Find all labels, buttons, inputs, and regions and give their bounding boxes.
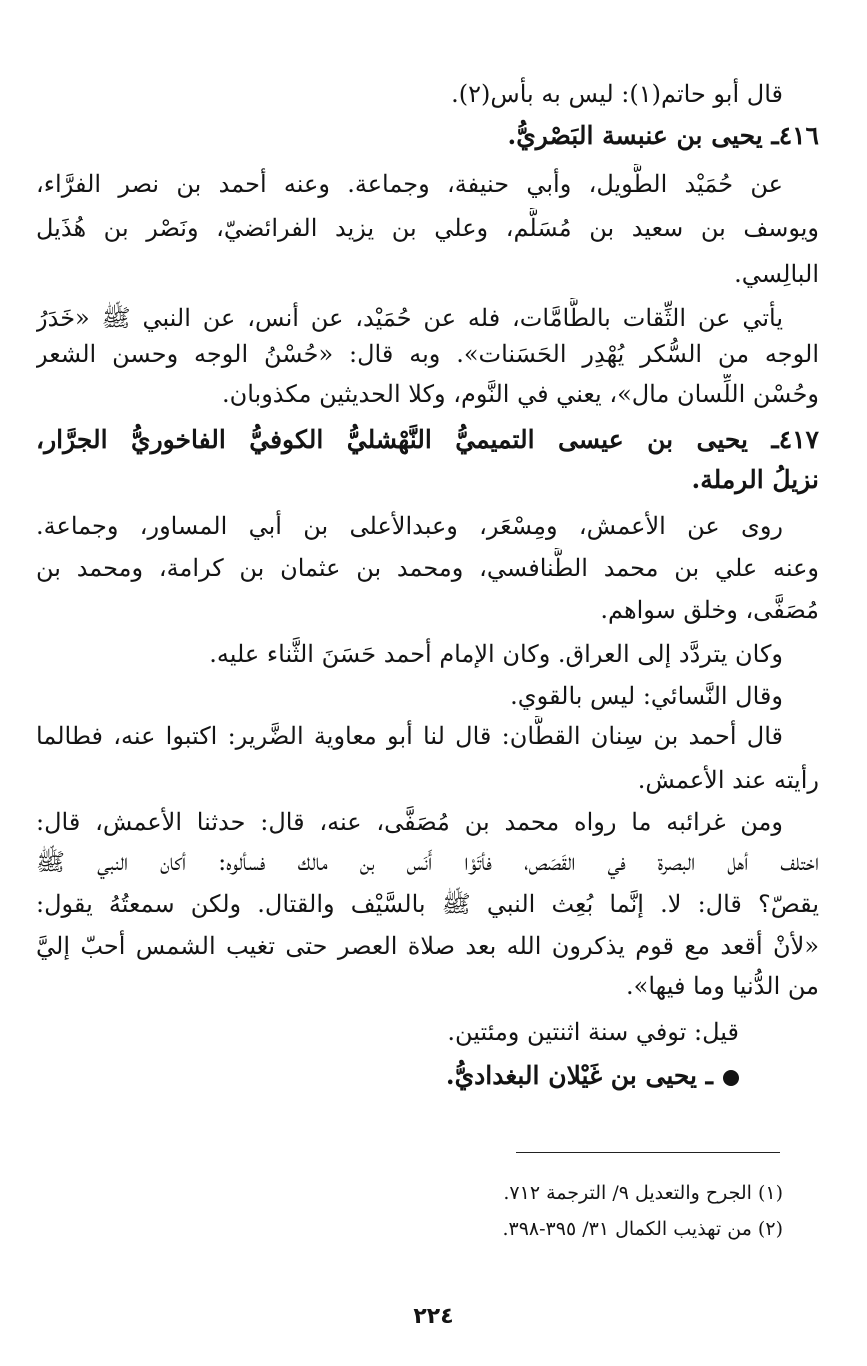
cross-ref-text: ـ يحيى بن غَيْلان البغداديُّ.: [445, 1061, 713, 1090]
text-line: يقصّ؟ قال: لا. إنَّما بُعِث النبي ﷺ بالسَّيْف والقتال. ولكن سمعتُهُ يقول:: [36, 890, 819, 918]
text-line: قال أحمد بن سِنان القطَّان: قال لنا أبو معاوية الضَّرير: اكتبوا عنه، فطالما: [36, 722, 783, 750]
text-line: وعنه علي بن محمد الطَّنافسي، ومحمد بن عثمان بن كرامة، ومحمد بن: [36, 554, 819, 582]
text-line: اختلف أهل البصرة في القَصَص، فأتَوْا أَنَس بن مالك فسألوه: أكان النبي ﷺ: [36, 848, 819, 876]
text-line: وكان يتردَّد إلى العراق. وكان الإمام أحمد حَسَنَ الثَّناء عليه.: [209, 640, 783, 668]
footnote-divider: [516, 1152, 780, 1153]
text-line: قال أبو حاتم(١): ليس به بأس(٢).: [451, 80, 783, 108]
text-line: البالِسي.: [734, 260, 819, 288]
text-line: مُصَفَّى، وخلق سواهم.: [600, 596, 819, 624]
entry-heading-cross-ref: [36, 1056, 739, 1096]
text-line: يأتي عن الثِّقات بالطَّامَّات، فله عن حُمَيْد، عن أنس، عن النبي ﷺ «خَدَرُ: [36, 304, 783, 332]
text-line: وقال النَّسائي: ليس بالقوي.: [510, 682, 783, 710]
text-line: روى عن الأعمش، ومِسْعَر، وعبدالأعلى بن أبي المساور، وجماعة.: [36, 512, 783, 540]
entry-heading-417: ٤١٧ـ يحيى بن عيسى التميميُّ النَّهْشليُّ الكوفيُّ الفاخوريُّ الجرَّار،: [36, 425, 819, 454]
footnote-1: (١) الجرح والتعديل ٩/ الترجمة ٧١٢.: [503, 1182, 783, 1204]
text-line: ومن غرائبه ما رواه محمد بن مُصَفَّى، عنه، قال: حدثنا الأعمش، قال:: [36, 808, 783, 836]
page-number: ٢٢٤: [413, 1304, 454, 1329]
footnote-2: (٢) من تهذيب الكمال ٣١/ ٣٩٥-٣٩٨.: [502, 1218, 783, 1240]
entry-heading-417-cont: نزيلُ الرملة.: [691, 465, 819, 494]
text-line: «لأنْ أقعد مع قوم يذكرون الله بعد صلاة العصر حتى تغيب الشمس أحبّ إليَّ: [36, 932, 819, 960]
text-line: عن حُمَيْد الطَّويل، وأبي حنيفة، وجماعة. وعنه أحمد بن نصر الفرَّاء،: [36, 170, 783, 198]
text-line: قيل: توفي سنة اثنتين ومئتين.: [447, 1018, 739, 1046]
text-line: وحُسْن اللِّسان مال»، يعني في النَّوم، وكلا الحديثين مكذوبان.: [221, 380, 819, 408]
text-line: رأيته عند الأعمش.: [637, 766, 819, 794]
bullet-dot-icon: [723, 1070, 739, 1086]
text-line: ويوسف بن سعيد بن مُسَلَّم، وعلي بن يزيد الفرائضيّ، ونَصْر بن هُذَيل: [36, 214, 819, 242]
text-line: الوجه من السُّكر يُهْدِر الحَسَنات». وبه قال: «حُسْنُ الوجه وحسن الشعر: [36, 340, 819, 368]
text-line: من الدُّنيا وما فيها».: [626, 972, 819, 1000]
entry-heading-416: ٤١٦ـ يحيى بن عنبسة البَصْريُّ.: [507, 121, 819, 150]
